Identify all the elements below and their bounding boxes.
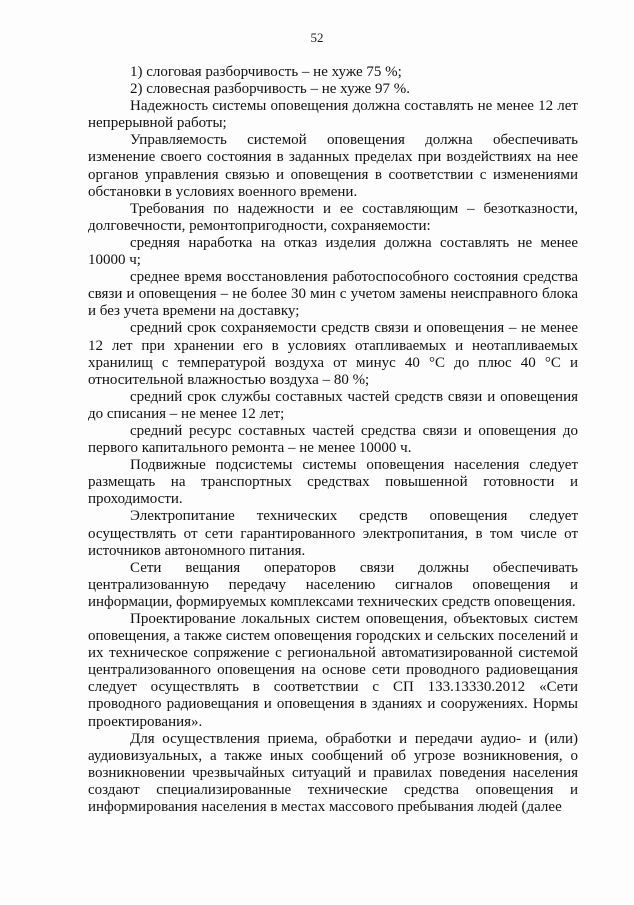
paragraph: Сети вещания операторов связи должны обеспечивать централизованную передачу населению сигналов оповещения и информации, формируемых комплексами технических средств оповещения. xyxy=(88,559,578,610)
paragraph: средний ресурс составных частей средства связи и оповещения до первого капитального ремонта – не менее 10000 ч. xyxy=(88,422,578,457)
page-number: 52 xyxy=(310,30,324,45)
paragraph: средний срок сохраняемости средств связи и оповещения – не менее 12 лет при хранении его в условиях отапливаемых и неотапливаемых хранилищ с температурой воздуха от минус 40 °С до плюс 40 °С и относительной влажностью воздуха – 80 %; xyxy=(88,320,578,388)
document-body xyxy=(88,64,578,816)
paragraph: Для осуществления приема, обработки и передачи аудио- и (или) аудиовизуальных, а также иных сообщений об угрозе возникновения, о возникновении чрезвычайных ситуаций и правилах поведения населения создают специализированные технические средства оповещения и информирования населения в местах массового пребывания людей (далее xyxy=(88,730,578,816)
paragraph: средний срок службы составных частей средств связи и оповещения до списания – не менее 12 лет; xyxy=(88,388,578,422)
paragraph: Требования по надежности и ее составляющим – безотказности, долговечности, ремонтопригодности, сохраняемости: xyxy=(88,200,578,234)
paragraph: среднее время восстановления работоспособного состояния средства связи и оповещения – не более 30 мин с учетом замены неисправного блока и без учета времени на доставку; xyxy=(88,269,578,320)
paragraph: Надежность системы оповещения должна составлять не менее 12 лет непрерывной работы; xyxy=(88,98,578,132)
paragraph: средняя наработка на отказ изделия должна составлять не менее 10000 ч; xyxy=(88,234,578,269)
paragraph: Управляемость системой оповещения должна обеспечивать изменение своего состояния в заданных пределах при воздействиях на нее органов управления связью и оповещения в соответствии с изменениями обстановки в условиях военного времени. xyxy=(88,132,578,200)
paragraph: 1) слоговая разборчивость – не хуже 75 %; xyxy=(130,64,402,80)
paragraph: Проектирование локальных систем оповещения, объектовых систем оповещения, а также систем оповещения городских и сельских поселений и их техническое сопряжение с региональной автоматизированной системой централизованного оповещения на основе сети проводного радиовещания следует осуществлять в соответствии с СП 133.13330.2012 «Сети проводного радиовещания и оповещения в зданиях и сооружениях. Нормы проектирования». xyxy=(88,611,578,730)
paragraph: Подвижные подсистемы системы оповещения населения следует размещать на транспортных средствах повышенной готовности и проходимости. xyxy=(88,457,578,508)
paragraph: 2) словесная разборчивость – не хуже 97 %. xyxy=(130,81,410,98)
paragraph: Электропитание технических средств оповещения следует осуществлять от сети гарантированного электропитания, в том числе от источников автономного питания. xyxy=(88,508,578,559)
